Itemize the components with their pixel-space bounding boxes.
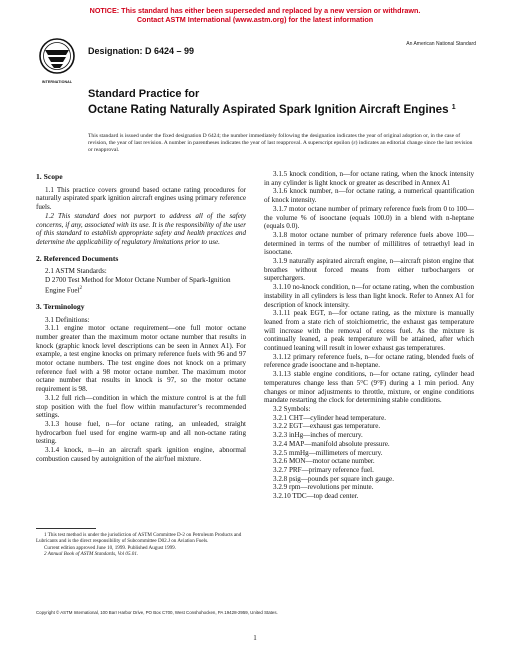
para-3-1-12: 3.1.12 primary reference fuels, n—for octane rating, blended fuels of reference grade isooctane and n-heptane.: [264, 352, 474, 370]
para-3-1-8: 3.1.8 motor octane number of primary reference fuels above 100—determined in terms of the number of millilitres of tetraethyl lead in isooctane.: [264, 230, 474, 257]
symbol-list-item: 3.2.7 PRF—primary reference fuel.: [273, 465, 374, 474]
footnote-divider: [36, 528, 96, 529]
footnote-1-approval: Current edition approved June 10, 1999. Published August 1999.: [44, 544, 177, 551]
reference-d2700: [36, 276, 246, 295]
para-3-1-9: 3.1.9 naturally aspirated aircraft engine, n—aircraft piston engine that breathes without forced means from either turbochargers or superchargers.: [264, 257, 474, 283]
symbol-list-item: 3.2.9 rpm—revolutions per minute.: [273, 483, 374, 492]
designation: Designation: D 6424 – 99: [88, 46, 195, 56]
para-3-1: 3.1 Definitions:: [45, 315, 90, 324]
para-3-2: 3.2 Symbols:: [273, 404, 311, 413]
para-3-1-10: 3.1.10 no-knock condition, n—for octane rating, when the combustion instability in all cylinders is less than light knock. Refer to Annex A1 for description of knock intensity.: [264, 283, 474, 309]
para-2-1: 2.1 ASTM Standards:: [45, 267, 107, 276]
issuance-statement: This standard is issued under the fixed designation D 6424; the number immediately following the designation indicates the year of original adoption or, in the case of revision, the year of last revision. A number in parentheses indicates the year of last reapproval. A superscript epsilon (ε) indicates an editorial change since the last revision or reapproval.: [88, 133, 473, 154]
para-3-1-1: 3.1.1 engine motor octane requirement—one full motor octane number greater than the maximum motor octane number that results in knock (graphic knock level descriptions can be seen in Annex A1). For example, a test engine knocks on primary reference fuels with 96 and 97 motor octane numbers. The test engine does not knock on a primary reference fuel with a 98 motor octane number. The maximum motor octane number that results in knock is 97, so the motor octane requirement is 98.: [36, 324, 246, 394]
notice-line-1: NOTICE: This standard has either been superseded and replaced by a new version or withdrawn.: [89, 6, 421, 15]
national-standard-label: An American National Standard: [406, 41, 476, 47]
title-main: [88, 101, 478, 116]
para-3-1-5: 3.1.5 knock condition, n—for octane rating, when the knock intensity in any cylinder is light knock or greater as described in Annex A1: [264, 170, 474, 187]
page-number: 1: [253, 634, 257, 642]
para-1-1: 1.1 This practice covers ground based octane rating procedures for naturally aspirated spark ignition aircraft engines using primary reference fuels.: [36, 185, 246, 212]
section-3-heading: 3. Terminology: [36, 301, 85, 311]
para-3-1-13: 3.1.13 stable engine conditions, n—for octane rating, cylinder head temperatures change less than 5°C (9°F) during a 1 min period. Any changes or minor adjustments to throttle, mixture, or engine conditions mandate restarting the clock for determining stable conditions.: [264, 370, 474, 405]
para-1-2: 1.2 This standard does not purport to address all of the safety concerns, if any, associated with its use. It is the responsibility of the user of this standard to establish appropriate safety and health practices and determine the applicability of regulatory limitations prior to use.: [36, 211, 246, 246]
para-3-1-2: 3.1.2 full rich—condition in which the mixture control is at the full stop position with the fuel flow within manufacturer’s recommended settings.: [36, 393, 246, 420]
para-3-1-6: 3.1.6 knock number, n—for octane rating, a numerical quantification of knock intensity.: [264, 187, 474, 205]
footnotes: [36, 532, 246, 558]
footnote-2: 2 Annual Book of ASTM Standards, Vol 05.01.: [44, 551, 139, 558]
symbol-list-item: 3.2.10 TDC—top dead center.: [273, 492, 359, 501]
footnote-1: 1 This test method is under the jurisdiction of ASTM Committee D-2 on Petroleum Products and Lubricants and is the direct responsibility of Subcommittee D02.J on Aviation Fuels.: [36, 532, 242, 545]
symbol-list-item: 3.2.8 psig—pounds per square inch gauge.: [273, 474, 394, 483]
section-1-heading: 1. Scope: [36, 172, 63, 181]
copyright-line: Copyright © ASTM International, 100 Barr Harbor Drive, PO Box C700, West Conshohocken, PA 19428-2959, United States.: [36, 610, 278, 615]
reference-d2700-text: D 2700 Test Method for Motor Octane Number of Spark-Ignition Engine Fuel: [45, 276, 231, 295]
withdrawal-notice: [0, 6, 510, 24]
symbol-list-item: 3.2.4 MAP—manifold absolute pressure.: [273, 439, 390, 448]
reference-d2700-footnote-mark: 2: [79, 285, 82, 291]
para-3-1-4: 3.1.4 knock, n—in an aircraft spark ignition engine, abnormal combustion caused by autoignition of the air/fuel mixture.: [36, 446, 246, 463]
symbol-list-item: 3.2.6 MON—motor octane number.: [273, 457, 375, 466]
symbol-list-item: 3.2.2 EGT—exhaust gas temperature.: [273, 422, 381, 431]
section-2-heading: 2. Referenced Documents: [36, 253, 119, 263]
title-prefix: Standard Practice for: [88, 88, 200, 100]
document-title: [88, 88, 478, 116]
symbol-list-item: 3.2.5 mmHg—millimeters of mercury.: [273, 448, 383, 457]
para-3-1-7: 3.1.7 motor octane number of primary reference fuels from 0 to 100—the volume % of isooctane (equals 100.0) in a blend with n-heptane (equals 0.0).: [264, 204, 474, 231]
right-column: [264, 170, 474, 501]
para-3-1-3: 3.1.3 house fuel, n—for octane rating, an unleaded, straight hydrocarbon fuel used for engine warm-up and all non-octane rating testing.: [36, 419, 246, 446]
symbol-list-item: 3.2.1 CHT—cylinder head temperature.: [273, 413, 387, 422]
astm-logo-icon: [38, 37, 76, 77]
para-3-1-11: 3.1.11 peak EGT, n—for octane rating, as the mixture is manually leaned from a state rich of stoichiometric, the exhaust gas temperature will increase with the removal of excess fuel. As the mixture is continually leaned, a peak temperature will be attained, after which continued leaning will result in lower exhaust gas temperatures.: [264, 309, 474, 353]
title-main-text: Octane Rating Naturally Aspirated Spark Ignition Aircraft Engines: [88, 103, 449, 116]
symbol-list-item: 3.2.3 inHg—inches of mercury.: [273, 431, 363, 440]
notice-line-2: Contact ASTM International (www.astm.org) for the latest information: [136, 15, 374, 24]
left-column: [36, 170, 246, 463]
title-footnote-mark: 1: [451, 104, 456, 111]
logo-caption: INTERNATIONAL: [41, 80, 73, 84]
